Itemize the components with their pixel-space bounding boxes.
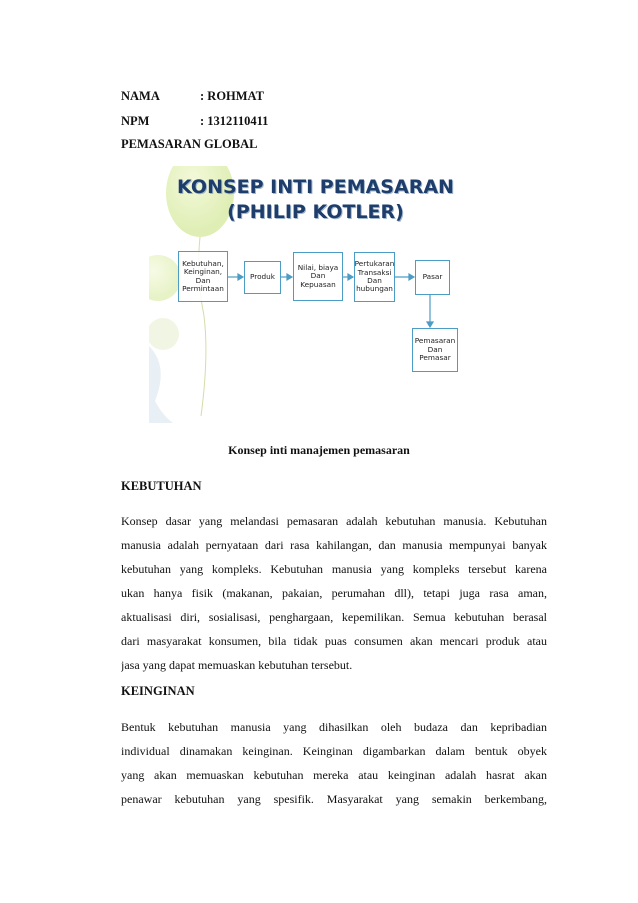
- box-text: Kepuasan: [300, 279, 336, 289]
- paragraph-line: individual dinamakan keinginan. Keinginan digambarkan dalam bentuk obyek: [121, 744, 547, 758]
- npm-label: NPM: [121, 114, 150, 128]
- box-pasar: [415, 260, 450, 295]
- paragraph-line: penawar kebutuhan yang spesifik. Masyarakat yang semakin berkembang,: [121, 792, 547, 806]
- paragraph-line: jasa yang dapat memuaskan kebutuhan tersebut.: [121, 658, 353, 672]
- box-text: Dan: [195, 275, 211, 285]
- box-produk: [244, 261, 281, 294]
- paragraph-kebutuhan: [121, 509, 547, 677]
- course-title: PEMASARAN GLOBAL: [121, 137, 258, 151]
- section-heading-kebutuhan: KEBUTUHAN: [121, 479, 202, 493]
- concept-diagram: [149, 166, 482, 423]
- box-text: Pasar: [422, 272, 443, 282]
- box-text: Nilai, biaya: [297, 262, 339, 272]
- paragraph-line: Konsep dasar yang melandasi pemasaran adalah kebutuhan manusia. Kebutuhan: [121, 514, 547, 528]
- box-text: Permintaan: [182, 283, 224, 293]
- box-text: Pemasar: [419, 353, 451, 363]
- name-row: [121, 89, 264, 104]
- diagram-title-line2: (PHILIP KOTLER): [227, 201, 404, 223]
- box-text: Pertukaran: [354, 259, 395, 269]
- paragraph-line: aktualisasi diri, sosialisasi, penghargaan, kepemilikan. Semua kebutuhan berasal: [121, 610, 547, 624]
- box-text: Produk: [249, 272, 276, 282]
- box-text: Kebutuhan,: [182, 258, 224, 268]
- box-kebutuhan: [178, 251, 228, 302]
- section-heading-keinginan: KEINGINAN: [121, 684, 195, 698]
- paragraph-line: dari masyarakat konsumen, bila tidak puas consumen akan mencari produk atau: [121, 634, 547, 648]
- box-text: Dan: [427, 344, 443, 354]
- bubble-shape: [149, 255, 181, 301]
- paragraph-line: manusia adalah pernyataan dari rasa kahilangan, dan manusia mempunyai banyak: [121, 538, 547, 552]
- box-text: Pemasaran: [414, 336, 456, 346]
- box-pertukaran: [354, 252, 395, 302]
- box-pemasaran: [412, 328, 458, 372]
- paragraph-line: ukan hanya fisik (makanan, pakaian, perumahan dll), tetapi juga rasa aman,: [121, 586, 547, 600]
- paragraph-keinginan: [121, 715, 547, 811]
- bubble-shape: [149, 318, 179, 350]
- name-value: : ROHMAT: [200, 89, 264, 103]
- figure-caption: Konsep inti manajemen pemasaran: [228, 443, 410, 457]
- paragraph-line: Bentuk kebutuhan manusia yang dihasilkan oleh budaza dan kepribadian: [121, 720, 547, 734]
- box-text: Keinginan,: [183, 267, 223, 277]
- paragraph-line: yang akan memuaskan kebutuhan mereka atau keinginan adalah hasrat akan: [121, 768, 547, 782]
- npm-row: [121, 114, 269, 129]
- name-label: NAMA: [121, 89, 160, 103]
- box-nilai: [293, 252, 343, 301]
- diagram-title-line1: KONSEP INTI PEMASARAN: [177, 176, 454, 198]
- box-text: Dan: [367, 276, 382, 285]
- box-text: hubungan: [356, 284, 393, 294]
- box-text: Dan: [310, 271, 326, 281]
- npm-value: : 1312110411: [200, 114, 269, 128]
- paragraph-line: kebutuhan yang kompleks. Kebutuhan manusia yang kompleks tersebut karena: [121, 562, 547, 576]
- box-text: Transaksi: [357, 267, 392, 277]
